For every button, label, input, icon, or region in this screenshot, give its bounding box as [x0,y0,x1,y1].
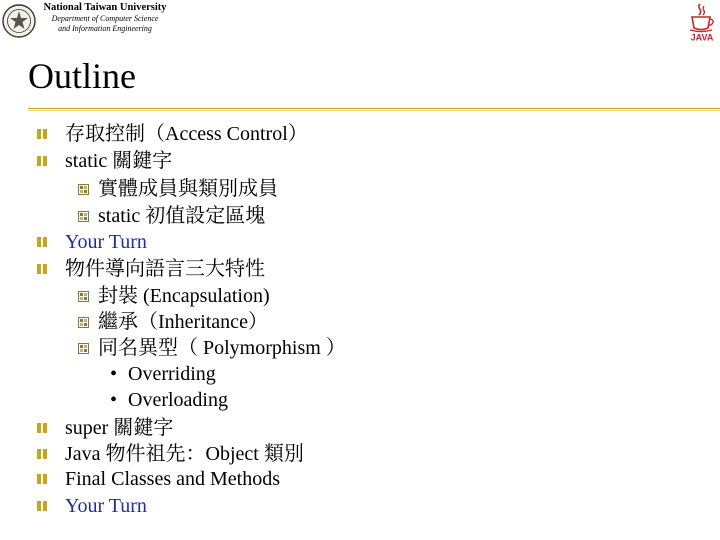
item-text: Overloading [128,389,228,411]
item-text: Your Turn [65,231,147,253]
item-text: 同名異型（ Polymorphism ） [98,337,346,359]
sub-bullet-icon [78,343,89,354]
list-item [65,494,147,518]
item-text: 封裝 (Encapsulation) [98,285,270,307]
item-text: 繼承（Inheritance） [98,311,268,333]
title-divider [28,108,720,110]
bullet-icon [37,129,47,139]
list-item [98,284,270,308]
bullet-icon [37,264,47,274]
sub-bullet-icon [78,211,89,222]
sub-bullet-icon [78,317,89,328]
university-seal-icon [2,2,36,40]
item-text: static 初值設定區塊 [98,205,266,227]
list-item [98,204,265,228]
bullet-icon [37,423,47,433]
java-coffee-cup-icon [686,2,718,42]
java-logo-text: JAVA [690,32,714,42]
list-item [65,257,265,281]
list-item [110,362,216,386]
list-item [65,467,280,491]
item-text: Final Classes and Methods [65,468,280,490]
slide-title: Outline [28,56,136,96]
department-line-2: and Information Engineering [58,23,152,33]
item-text: 物件導向語言三大特性 [65,258,265,280]
item-text: super 關鍵字 [65,417,174,439]
item-text: 存取控制（Access Control） [65,123,308,145]
list-item [98,177,278,201]
bullet-icon [37,156,47,166]
list-item [65,122,308,146]
item-text: static 關鍵字 [65,150,173,172]
university-block [40,2,170,33]
bullet-icon [37,237,47,247]
dot-bullet-icon: • [110,363,118,385]
sub-bullet-icon [78,184,89,195]
sub-bullet-icon [78,291,89,302]
university-name: National Taiwan University [43,2,167,13]
list-item [98,336,346,360]
item-text: Your Turn [65,495,147,517]
slide-header [0,0,720,48]
list-item [65,149,172,173]
bullet-icon [37,501,47,511]
list-item [65,230,147,254]
bullet-icon [37,449,47,459]
item-text: 實體成員與類別成員 [98,178,278,200]
item-text: Java 物件祖先：Object 類別 [65,443,304,465]
list-item [65,442,304,466]
list-item [98,310,268,334]
list-item [65,416,173,440]
item-text: Overriding [128,363,216,385]
bullet-icon [37,474,47,484]
list-item [110,388,228,412]
department-line-1: Department of Computer Science [51,14,159,23]
dot-bullet-icon: • [110,389,118,411]
